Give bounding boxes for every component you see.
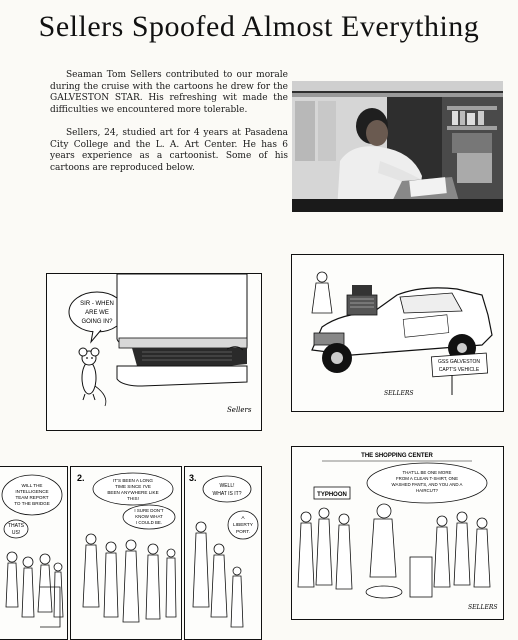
strip3-reply-1: A <box>241 516 245 521</box>
mouse-speech-2: ARE WE <box>85 310 109 316</box>
page-title: Sellers Spoofed Almost Everything <box>38 10 480 43</box>
strip2-speech-1: IT'S BEEN A LONG <box>113 478 153 483</box>
strip2-reply-1: I SURE DON'T <box>134 508 164 513</box>
crowd-speech-3: WASHED PANTS, AND YOU AND A <box>391 482 463 487</box>
strip3-speech-2: WHAT IS IT? <box>212 491 242 497</box>
strip-panel-2 <box>70 466 182 640</box>
crowd-sign: TYPHOON <box>317 492 347 498</box>
strip3-reply-2: LIBERTY <box>233 523 253 528</box>
strip1-reply-2: US! <box>11 530 21 536</box>
paragraph-1: Seaman Tom Sellers contributed to our morale during the cruise with the cartoons he drew for the GALVESTON STAR. His refreshing wit made the difficulties we encountered more tolerable. <box>50 70 288 115</box>
strip2-speech-3: BEEN ANYWHERE LIKE <box>107 490 159 495</box>
paragraph-2: Sellers, 24, studied art for 4 years at Pasadena City College and the L. A. Art Center. He has 6 years experience as a cartoonist. Some of his cartoons are reproduced below. <box>50 128 288 173</box>
strip3-speech-1: WELL! <box>219 483 235 489</box>
crowd-speech-4: HAIRCUT? <box>416 488 438 493</box>
strip1-speech-1: WILL THE <box>21 483 43 488</box>
crowd-signature: SELLERS <box>468 604 498 611</box>
crowd-speech-2: FROM A CLEAN T-SHIRT, ONE <box>395 476 459 481</box>
mouse-speech-3: GOING IN? <box>81 319 113 325</box>
article-text <box>50 70 288 186</box>
strip1-speech-2: INTELLIGENCE <box>15 489 49 494</box>
strip-panel-number-3: 3. <box>189 473 197 483</box>
car-sign-1: GSS GALVESTON <box>437 359 481 365</box>
mouse-signature: Sellers <box>227 406 252 414</box>
strip1-speech-4: TO THE BRIDGE <box>14 501 50 506</box>
mouse-speech-1: SIR - WHEN <box>80 301 114 307</box>
crowd-cartoon <box>291 446 504 620</box>
strip1-reply-1: THATS <box>7 523 25 529</box>
crowd-speech-1: THAT'LL BE ONE MORE <box>402 470 452 475</box>
strip-panel-1 <box>0 466 68 640</box>
strip3-reply-3: PORT. <box>235 530 251 535</box>
car-signature: SELLERS <box>384 390 414 397</box>
strip1-speech-3: TEAM REPORT <box>15 495 49 500</box>
strip2-reply-3: I COULD BE. <box>135 520 163 525</box>
strip2-reply-2: KNOW WHAT <box>135 514 163 519</box>
car-cartoon <box>291 254 504 412</box>
strip2-speech-2: TIME SINCE I'VE <box>115 484 151 489</box>
strip-panel-number-2: 2. <box>77 473 85 483</box>
strip-panel-3 <box>184 466 262 640</box>
car-sign-2: CAPT'S VEHICLE <box>438 367 480 373</box>
crowd-header: THE SHOPPING CENTER <box>361 453 433 459</box>
cartoonist-photo <box>292 81 503 212</box>
strip2-speech-4: THIS! <box>127 496 139 501</box>
mouse-cartoon <box>46 273 262 431</box>
